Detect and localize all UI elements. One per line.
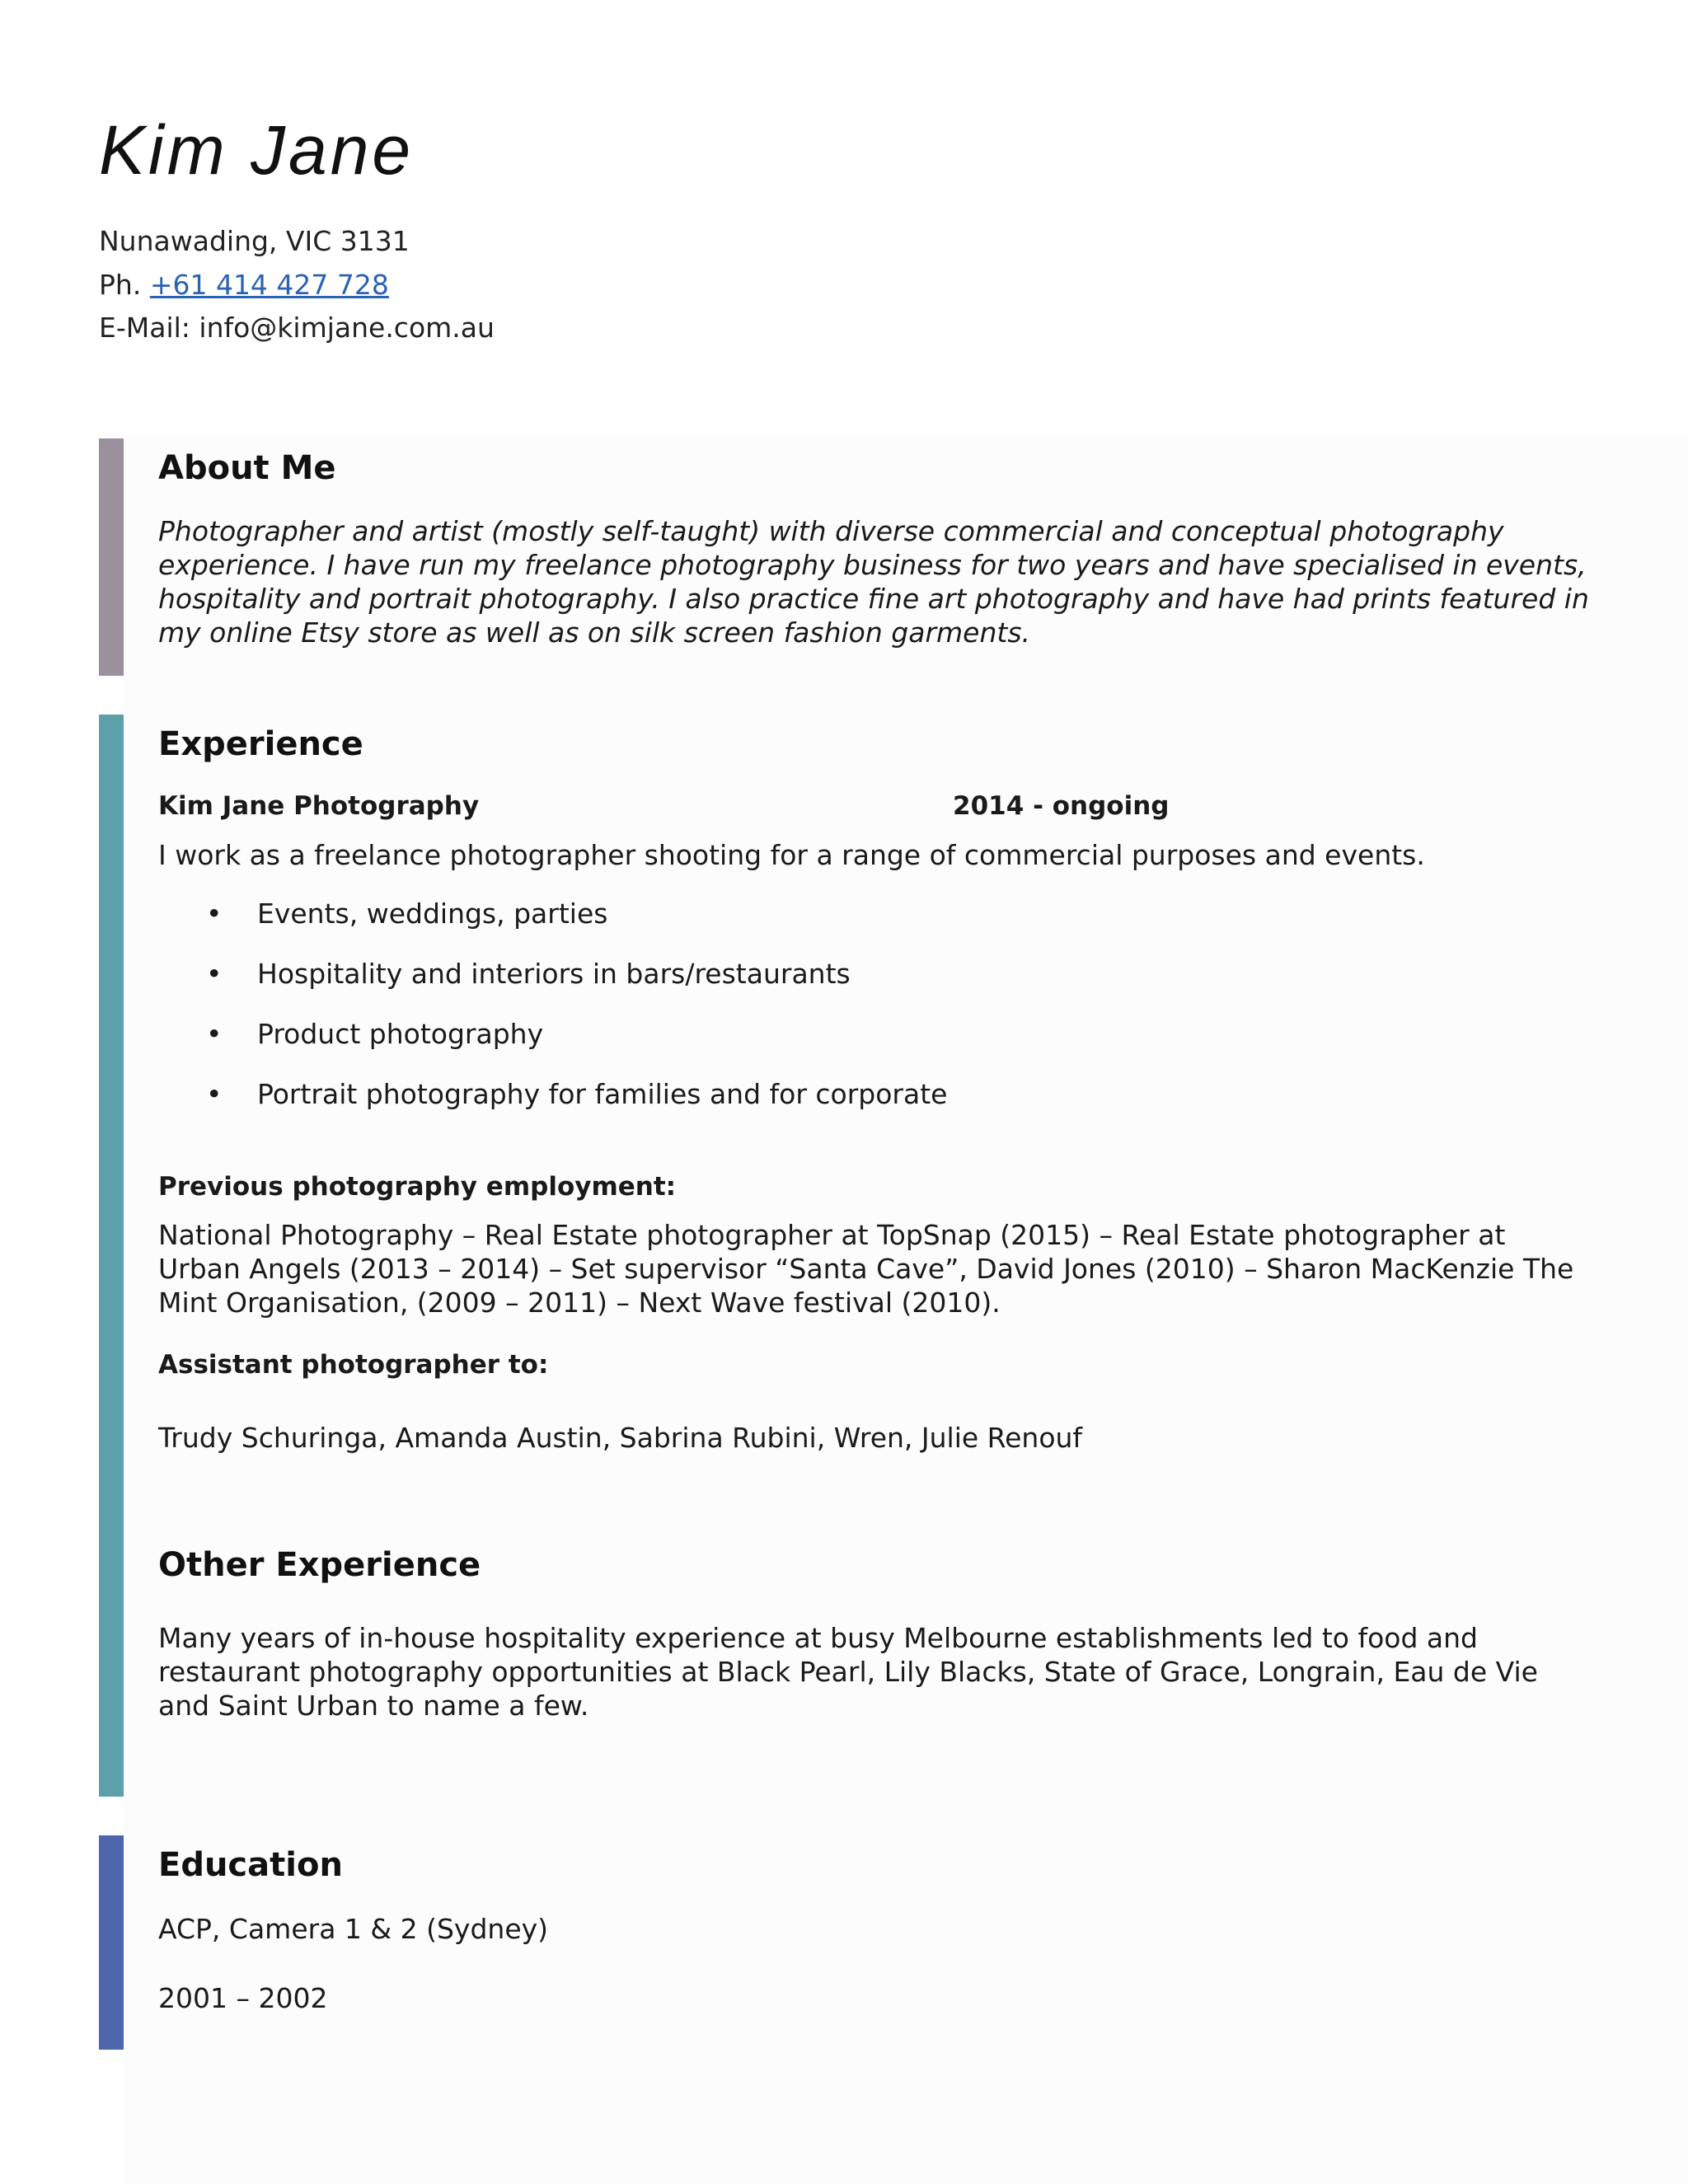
education-section-bar: [99, 1835, 124, 2050]
list-item: • Product photography: [206, 1018, 544, 1050]
other-experience-text: Many years of in-house hospitality experience at busy Melbourne establishments led to food and restaurant photography opportunities at Black Pearl, Lily Blacks, State of Grace, Longrain, Eau de Vie and Saint Urban to name a few.: [158, 1622, 1538, 1722]
bullet-icon: •: [206, 898, 223, 930]
employment-period: 2014 - ongoing: [953, 791, 1170, 821]
phone-link[interactable]: +61 414 427 728: [149, 269, 389, 301]
candidate-name: Kim Jane: [99, 111, 415, 189]
email-line: E-Mail: info@kimjane.com.au: [99, 312, 495, 344]
education-years: 2001 – 2002: [158, 1982, 328, 2014]
education-heading: Education: [158, 1846, 343, 1884]
experience-section: [158, 725, 1592, 1722]
education-section: [158, 1846, 1592, 2015]
employer-name: Kim Jane Photography: [158, 791, 480, 821]
about-heading: About Me: [158, 449, 336, 487]
job-description: I work as a freelance photographer shooting for a range of commercial purposes and events.: [158, 839, 1425, 871]
bullet-icon: •: [206, 1018, 223, 1050]
previous-employment-heading: Previous photography employment:: [158, 1172, 677, 1202]
bullet-icon: •: [206, 958, 223, 990]
phone-line: [99, 269, 389, 301]
duties-list: [158, 900, 1592, 1108]
about-section: [158, 449, 1592, 649]
job-header: [158, 791, 1592, 821]
phone-label: Ph.: [99, 269, 142, 301]
list-item: • Events, weddings, parties: [206, 898, 608, 930]
list-item: • Portrait photography for families and for corporate: [206, 1078, 948, 1110]
experience-section-bar: [99, 715, 124, 1797]
education-course: ACP, Camera 1 & 2 (Sydney): [158, 1913, 549, 1945]
about-text: Photographer and artist (mostly self-taught) with diverse commercial and conceptual photography experience. I have run my freelance photography business for two years and have specialised in events, hospitality and portrait photography. I also practice fine art photography and have had prints featured in my online Etsy store as well as on silk screen fashion garments.: [158, 515, 1589, 649]
bullet-icon: •: [206, 1078, 223, 1110]
assistant-text: Trudy Schuringa, Amanda Austin, Sabrina Rubini, Wren, Julie Renouf: [158, 1422, 1083, 1454]
about-section-bar: [99, 438, 124, 676]
assistant-heading: Assistant photographer to:: [158, 1350, 549, 1380]
other-experience-heading: Other Experience: [158, 1546, 481, 1584]
list-item: • Hospitality and interiors in bars/restaurants: [206, 958, 851, 990]
address-line: Nunawading, VIC 3131: [99, 225, 410, 257]
previous-employment-text: National Photography – Real Estate photographer at TopSnap (2015) – Real Estate photographer at Urban Angels (2013 – 2014) – Set supervisor “Santa Cave”, David Jones (2010) – Sharon MacKenzie The Mint Organisation, (2009 – 2011) – Next Wave festival (2010).: [158, 1219, 1574, 1319]
experience-heading: Experience: [158, 725, 363, 763]
